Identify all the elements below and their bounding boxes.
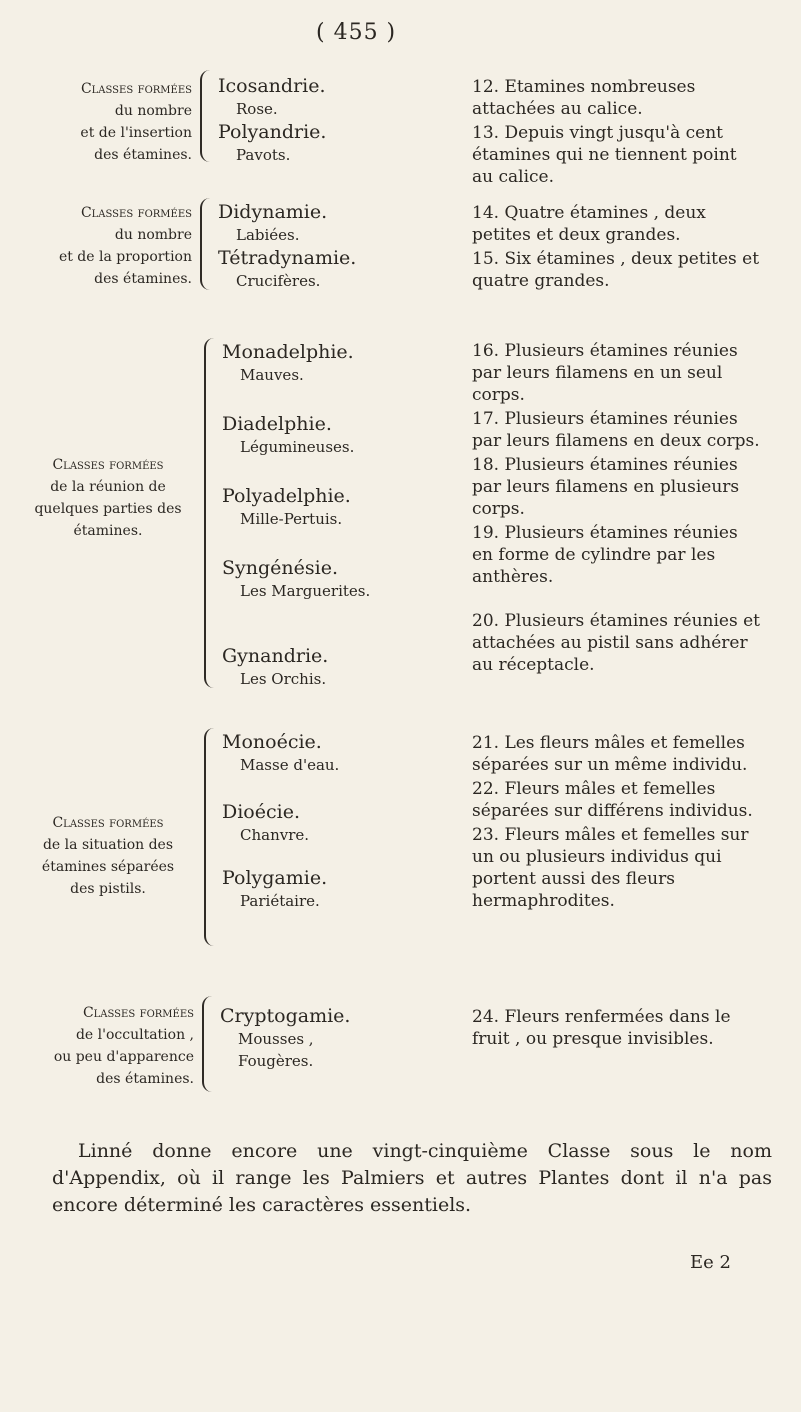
genus-name: Dioécie. [222,801,300,823]
class-line: des pistils. [70,881,146,897]
genus-group [222,340,370,690]
genus-example: Pariétaire. [240,892,320,910]
genus-example: Mousses , [238,1030,314,1048]
class-line: de la réunion de [50,479,166,495]
class-description [20,1002,194,1090]
brace [200,70,210,162]
genus-example: Rose. [236,100,278,118]
class-line: des étamines. [94,147,192,163]
list-item: 13. Depuis vingt jusqu'à cent étamines qui ne tiennent point au calice. [472,123,737,187]
class-line: de l'occultation , [75,1027,194,1043]
genus-example: Les Orchis. [240,670,327,688]
class-line: du nombre [114,103,192,119]
class-line: Classes formées [52,457,164,473]
genus-name: Tétradynamie. [218,247,357,269]
class-line: ou peu d'apparence [53,1049,194,1065]
genus-name: Icosandrie. [218,75,326,97]
genus-example: Masse d'eau. [240,756,340,774]
genus-example: Mauves. [240,366,304,384]
brace [204,728,216,946]
genus-name: Syngénésie. [222,557,338,579]
class-line: Classes formées [82,1005,194,1021]
item-list [472,1006,762,1052]
list-item: 16. Plusieurs étamines réunies par leurs filamens en un seul corps. [472,341,738,405]
list-item: 21. Les fleurs mâles et femelles séparées sur un même individu. [472,733,748,775]
class-description [20,202,192,290]
page-number: ( 455 ) [316,20,397,45]
genus-example: Légumineuses. [240,438,355,456]
genus-example: Crucifères. [236,272,321,290]
genus-name: Monoécie. [222,731,322,753]
class-line: Classes formées [52,815,164,831]
brace [204,338,216,688]
item-list [472,202,762,294]
genus-name: Polyandrie. [218,121,327,143]
genus-name: Polygamie. [222,867,328,889]
list-item: 15. Six étamines , deux petites et quatre grandes. [472,249,760,291]
genus-example: Pavots. [236,146,291,164]
list-item: 17. Plusieurs étamines réunies par leurs filamens en deux corps. [472,409,760,451]
signature-mark: Ee 2 [690,1252,731,1273]
genus-name: Gynandrie. [222,645,329,667]
genus-group [220,1004,350,1072]
class-description [20,454,196,542]
list-item: 24. Fleurs renfermées dans le fruit , ou presque invisibles. [472,1007,731,1049]
genus-group [218,74,326,166]
class-line: du nombre [114,227,192,243]
list-item: 22. Fleurs mâles et femelles séparées sur différens individus. [472,779,753,821]
class-line: et de la proportion [58,249,192,265]
list-item: 20. Plusieurs étamines réunies et attachées au pistil sans adhérer au réceptacle. [472,611,761,675]
genus-name: Polyadelphie. [222,485,351,507]
genus-name: Diadelphie. [222,413,332,435]
genus-example: Les Marguerites. [240,582,371,600]
genus-name: Cryptogamie. [220,1005,351,1027]
footnote-text: Linné donne encore une vingt-cinquième Classe sous le nom d'Appendix, où il range les Palmiers et autres Plantes dont il n'a pas encore déterminé les caractères essentiels. [52,1140,772,1216]
footnote [52,1138,772,1219]
item-list [472,340,762,678]
genus-example: Fougères. [238,1052,314,1070]
class-description [20,78,192,166]
class-line: des étamines. [94,271,192,287]
class-line: étamines. [73,523,143,539]
class-line: Classes formées [80,205,192,221]
genus-group [218,200,356,292]
class-line: et de l'insertion [80,125,192,141]
item-list [472,732,762,914]
genus-group [222,730,339,912]
list-item: 19. Plusieurs étamines réunies en forme de cylindre par les anthères. [472,523,738,587]
list-item: 14. Quatre étamines , deux petites et deux grandes. [472,203,706,245]
genus-name: Monadelphie. [222,341,354,363]
class-description [20,812,196,900]
list-item: 18. Plusieurs étamines réunies par leurs filamens en plusieurs corps. [472,455,740,519]
list-item: 23. Fleurs mâles et femelles sur un ou plusieurs individus qui portent aussi des fleurs hermaphrodites. [472,825,749,911]
genus-example: Chanvre. [240,826,310,844]
class-line: des étamines. [96,1071,194,1087]
genus-example: Labiées. [236,226,300,244]
class-line: de la situation des [42,837,174,853]
class-line: étamines séparées [41,859,175,875]
list-item: 12. Etamines nombreuses attachées au calice. [472,77,696,119]
genus-example: Mille-Pertuis. [240,510,343,528]
item-list [472,76,762,190]
class-line: quelques parties des [34,501,182,517]
class-line: Classes formées [80,81,192,97]
brace [200,198,210,290]
brace [202,996,212,1092]
genus-name: Didynamie. [218,201,328,223]
